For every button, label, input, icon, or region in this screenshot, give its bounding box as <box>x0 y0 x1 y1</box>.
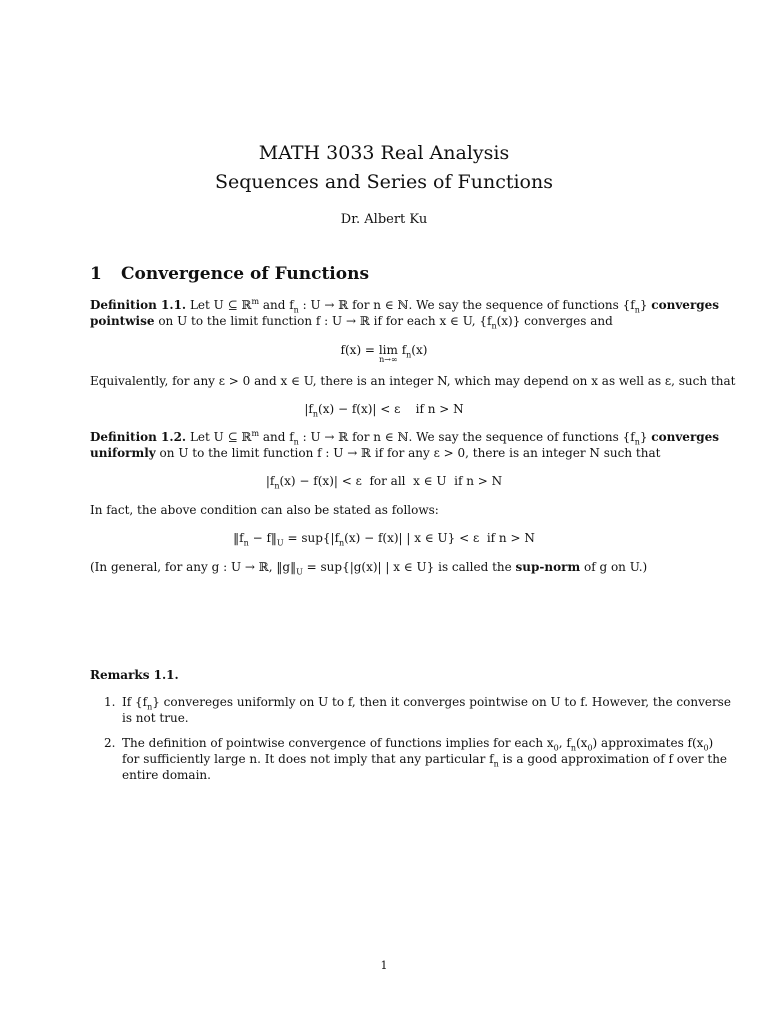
remarks-heading: Remarks 1.1. <box>90 668 179 682</box>
list-item: 1. If $\{f_n\}$ convereges uniformly on U to f, then it converges pointwise on U to f. However, the converse is not true. <box>104 695 731 725</box>
term-pointwise: pointwise <box>90 314 155 328</box>
list-item: 2. The definition of pointwise convergence of functions implies for each $x_0$, $f_n(x_0)$ approximates $f(x_0)$ for sufficiently large n. It does not imply that any particular $f_n$ is a good approximation of f over the entire domain. <box>104 736 728 782</box>
page-number: 1 <box>380 959 388 972</box>
equation-pointwise-limit: f(x) = lim n→∞ $f_n(x)$ <box>340 343 428 364</box>
author: Dr. Albert Ku <box>340 212 428 227</box>
section-heading <box>90 263 369 285</box>
section-title: Convergence of Functions <box>121 264 370 284</box>
definition-1-2-label: Definition 1.2. <box>90 430 187 444</box>
definition-1-1 <box>90 297 720 331</box>
title-line-1: MATH 3033 Real Analysis <box>258 142 510 164</box>
definition-1-1-label: Definition 1.1. <box>90 298 187 312</box>
equation-pointwise-epsilon: $|f_n(x) - f(x)| < \varepsilon$ if n > N <box>304 402 464 419</box>
definition-1-2-line-2: uniformly on U to the limit function f : U → ℝ if for any ε > 0, there is an integer N such that <box>90 446 661 460</box>
term-uniformly: uniformly <box>90 446 156 460</box>
equation-uniform-epsilon: $|f_n(x) - f(x)| < \varepsilon$ for all x ∈ U if n > N <box>265 474 503 491</box>
limit-operator: lim n→∞ <box>378 343 398 364</box>
definition-1-2 <box>90 429 720 461</box>
term-converges-2: converges <box>651 430 720 444</box>
definition-1-2-line-1: Definition 1.2. Let U ⊆ ℝ$^m$ and $f_n$ : U → ℝ for n ∈ ℕ. We say the sequence of functions $\{f_n\}$ converges <box>90 429 720 447</box>
equivalently-paragraph: Equivalently, for any ε > 0 and x ∈ U, there is an integer N, which may depend on x as well as ε, such that <box>90 374 736 388</box>
term-converges: converges <box>651 298 720 312</box>
definition-1-1-line-2: pointwise on U to the limit function f : U → ℝ if for each x ∈ U, $\{f_n(x)\}$ converges and <box>90 314 613 331</box>
definition-1-1-line-1: Definition 1.1. Let U ⊆ ℝ$^m$ and $f_n$ : U → ℝ for n ∈ ℕ. We say the sequence of functions $\{f_n\}$ converges <box>90 297 720 315</box>
general-sup-norm-note: (In general, for any g : U → ℝ, $‖g‖_U = sup\{|g(x)|$ | x ∈ U} is called the sup-norm of g on U.) <box>90 560 648 577</box>
section-number: 1 <box>90 264 102 284</box>
equation-sup-norm: $‖f_n$ − $f‖_U = sup\{|f_n(x) - f(x)|$ | x ∈ U} < ε if n > N <box>233 531 535 548</box>
in-fact-paragraph: In fact, the above condition can also be stated as follows: <box>90 503 439 517</box>
term-sup-norm: sup-norm <box>515 560 581 574</box>
title-line-2: Sequences and Series of Functions <box>215 171 553 193</box>
